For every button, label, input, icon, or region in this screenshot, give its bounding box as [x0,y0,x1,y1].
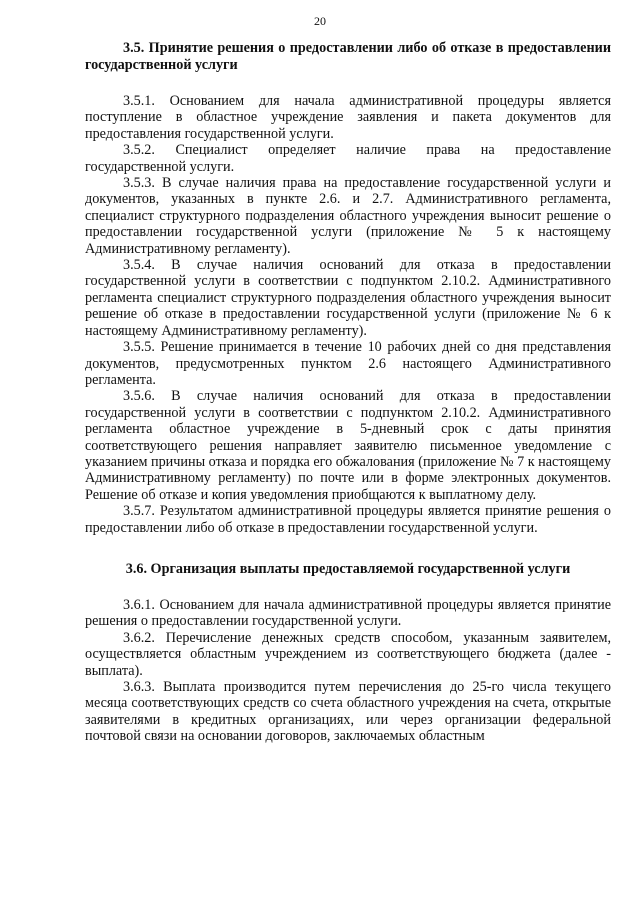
paragraph-3-5-7: 3.5.7. Результатом административной процедуры является принятие решения о предоставлении либо об отказе в предоставлении государственной услуги. [85,503,611,536]
paragraph-3-6-1: 3.6.1. Основанием для начала административной процедуры является принятие решения о предоставлении государственной услуги. [85,596,611,630]
paragraph-3-5-5: 3.5.5. Решение принимается в течение 10 рабочих дней со дня представления документов, предусмотренных пунктом 2.6 настоящего Административного регламента. [85,339,611,388]
paragraph-3-5-6: 3.5.6. В случае наличия оснований для отказа в предоставлении государственной услуги в соответствии с подпунктом 2.10.2. Административного регламента областное учреждение в 5-дневный срок с даты принятия соответствующего решения направляет заявителю письменное уведомление с указанием причины отказа и порядка его обжалования (приложение № 7 к настоящему Административному регламенту) по почте или в форме электронных документов. Решение об отказе и копия уведомления приобщаются к выплатному делу. [85,388,611,503]
section-3-6-heading: 3.6. Организация выплаты предоставляемой государственной услуги [125,560,571,577]
paragraph-3-5-2: 3.5.2. Специалист определяет наличие права на предоставление государственной услуги. [85,142,611,175]
page-content [85,40,611,745]
paragraph-3-5-3: 3.5.3. В случае наличия права на предоставление государственной услуги и документов, указанных в пункте 2.6. и 2.7. Административного регламента, специалист структурного подразделения областного учреждения выносит решение о предоставлении государственной услуги (приложение № 5 к настоящему Административному регламенту). [85,175,611,257]
page-number: 20 [314,14,326,28]
paragraph-3-6-3: 3.6.3. Выплата производится путем перечисления до 25-го числа текущего месяца соответствующих средств со счета областного учреждения на счета, открытые заявителями в кредитных организациях, или через организации федеральной почтовой связи на основании договоров, заключаемых областным [85,679,611,745]
section-3-5-heading: 3.5. Принятие решения о предоставлении либо об отказе в предоставлении государственной услуги [85,40,611,73]
paragraph-3-6-2: 3.6.2. Перечисление денежных средств способом, указанным заявителем, осуществляется областным учреждением из соответствующего бюджета (далее - выплата). [85,629,611,679]
paragraph-3-5-4: 3.5.4. В случае наличия оснований для отказа в предоставлении государственной услуги в соответствии с подпунктом 2.10.2. Административного регламента специалист структурного подразделения областного учреждения выносит решение об отказе в предоставлении государственной услуги (приложение № 6 к настоящему Административному регламенту). [85,257,611,339]
paragraph-3-5-1: 3.5.1. Основанием для начала административной процедуры является поступление в областное учреждение заявления и пакета документов для предоставления государственной услуги. [85,93,611,142]
